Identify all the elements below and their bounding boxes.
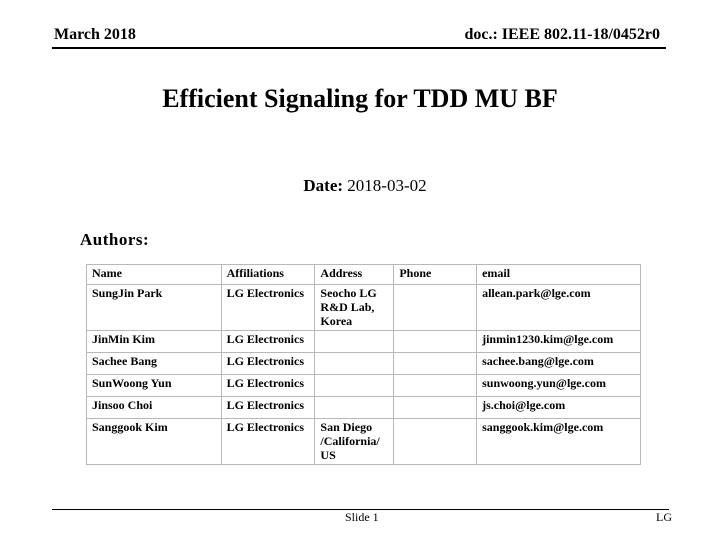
column-header-name: Name: [87, 265, 222, 285]
author-name: Sanggook Kim: [87, 419, 222, 465]
author-address: [315, 397, 394, 419]
table-row: [87, 285, 641, 331]
author-name: SungJin Park: [87, 285, 222, 331]
author-phone: [394, 419, 477, 465]
table-row: [87, 397, 641, 419]
author-affiliation: LG Electronics: [221, 331, 315, 353]
date-value: 2018-03-02: [347, 176, 427, 195]
column-header-address: Address: [315, 265, 394, 285]
author-address: Seocho LG R&D Lab, Korea: [315, 285, 394, 331]
header-doc-id: doc.: IEEE 802.11-18/0452r0: [464, 26, 660, 43]
date-line: [0, 176, 720, 196]
slide-title: Efficient Signaling for TDD MU BF: [162, 84, 558, 113]
footer-organization: LG: [656, 510, 672, 524]
author-address: [315, 331, 394, 353]
author-name: SunWoong Yun: [87, 375, 222, 397]
author-email: sanggook.kim@lge.com: [477, 419, 641, 465]
author-address: [315, 375, 394, 397]
header-date: March 2018: [54, 26, 136, 43]
authors-label: Authors:: [80, 230, 150, 249]
slide-number: Slide 1: [345, 510, 379, 524]
column-header-phone: Phone: [394, 265, 477, 285]
author-affiliation: LG Electronics: [221, 419, 315, 465]
column-header-affiliations: Affiliations: [221, 265, 315, 285]
author-name: Jinsoo Choi: [87, 397, 222, 419]
column-header-email: email: [477, 265, 641, 285]
table-row: [87, 353, 641, 375]
author-affiliation: LG Electronics: [221, 353, 315, 375]
table-header-row: [87, 265, 641, 285]
table-row: [87, 331, 641, 353]
author-email: allean.park@lge.com: [477, 285, 641, 331]
author-phone: [394, 285, 477, 331]
author-email: sunwoong.yun@lge.com: [477, 375, 641, 397]
author-affiliation: LG Electronics: [221, 285, 315, 331]
table-row: [87, 375, 641, 397]
author-phone: [394, 353, 477, 375]
author-phone: [394, 375, 477, 397]
author-address: San Diego /California/ US: [315, 419, 394, 465]
date-label: Date:: [303, 176, 344, 195]
author-name: JinMin Kim: [87, 331, 222, 353]
table-row: [87, 419, 641, 465]
author-email: jinmin1230.kim@lge.com: [477, 331, 641, 353]
authors-table: [86, 264, 641, 465]
author-email: sachee.bang@lge.com: [477, 353, 641, 375]
author-name: Sachee Bang: [87, 353, 222, 375]
header-divider: [52, 47, 666, 49]
author-email: js.choi@lge.com: [477, 397, 641, 419]
author-address: [315, 353, 394, 375]
author-affiliation: LG Electronics: [221, 375, 315, 397]
author-affiliation: LG Electronics: [221, 397, 315, 419]
author-phone: [394, 397, 477, 419]
author-phone: [394, 331, 477, 353]
